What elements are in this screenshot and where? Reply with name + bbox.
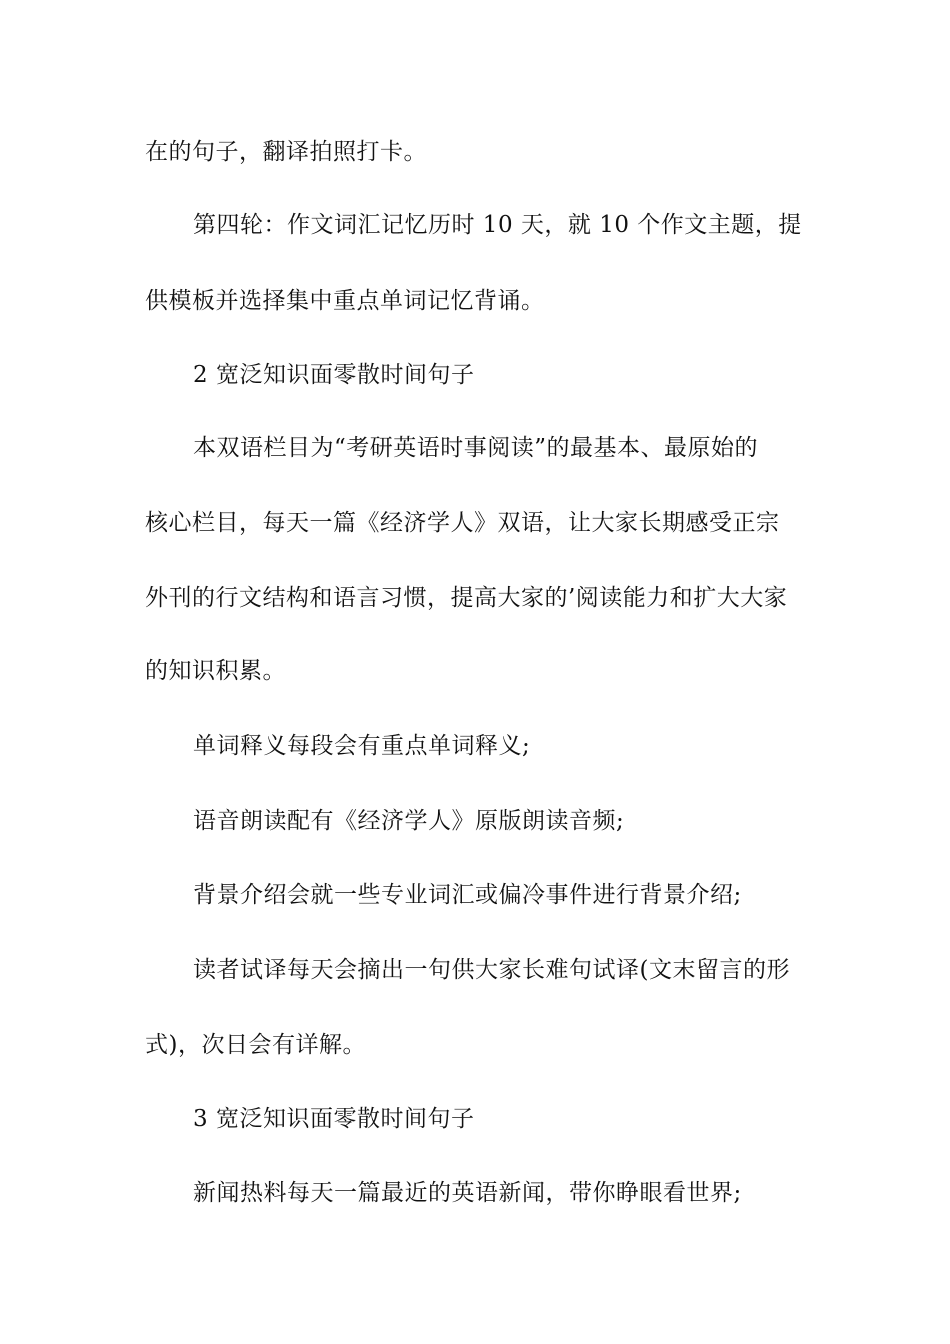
section-heading: 2 宽泛知识面零散时间句子 [193, 362, 475, 388]
text-line: 单词释义每段会有重点单词释义; [193, 733, 531, 759]
text-line: 核心栏目，每天一篇《经济学人》双语，让大家长期感受正宗 [145, 510, 780, 536]
text-line: 式)，次日会有详解。 [145, 1032, 366, 1058]
text-line: 外刊的行文结构和语言习惯，提高大家的’阅读能力和扩大大家 [145, 585, 788, 611]
text-line: 背景介绍会就一些专业词汇或偏冷事件进行背景介绍; [193, 882, 742, 908]
text-line: 的知识积累。 [145, 658, 286, 684]
text-line: 本双语栏目为“考研英语时事阅读”的最基本、最原始的 [193, 435, 759, 461]
text-line: 在的句子，翻译拍照打卡。 [145, 139, 427, 165]
text-line: 读者试译每天会摘出一句供大家长难句试译(文末留言的形 [193, 957, 790, 983]
text-line: 新闻热料每天一篇最近的英语新闻，带你睁眼看世界; [193, 1180, 742, 1206]
text-line: 供模板并选择集中重点单词记忆背诵。 [145, 288, 545, 314]
section-heading: 3 宽泛知识面零散时间句子 [193, 1106, 475, 1132]
text-line: 语音朗读配有《经济学人》原版朗读音频; [193, 808, 625, 834]
text-line: 第四轮：作文词汇记忆历时 10 天，就 10 个作文主题，提 [193, 212, 802, 238]
